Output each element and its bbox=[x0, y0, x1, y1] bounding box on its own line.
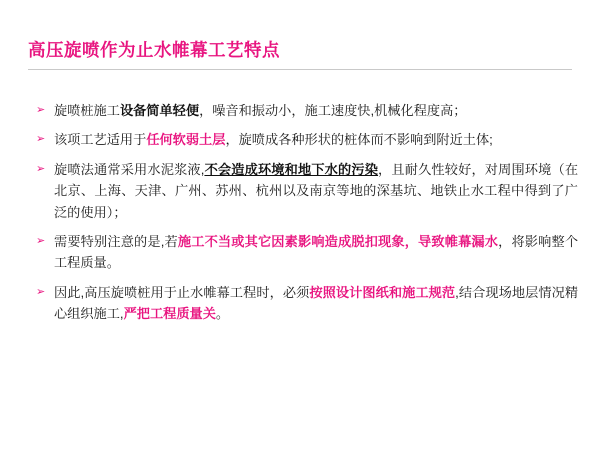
bullet-text-segment: ，噪音和振动小，施工速度快,机械化程度高； bbox=[199, 103, 467, 118]
list-item bbox=[36, 129, 578, 150]
bullet-list bbox=[36, 100, 578, 332]
page-title: 高压旋喷作为止水帷幕工艺特点 bbox=[28, 40, 280, 60]
title-divider bbox=[28, 69, 572, 70]
bullet-marker-icon: ➢ bbox=[36, 234, 46, 247]
bullet-text-emphasis: 任何软弱土层 bbox=[146, 132, 226, 148]
bullet-text-segment: ，将影响整个工程质量。 bbox=[54, 233, 579, 271]
bullet-text-segment: 旋喷法通常采用水泥浆液, bbox=[54, 161, 205, 177]
slide-title-block bbox=[28, 40, 572, 70]
bullet-text-emphasis: 施工不当或其它因素影响造成脱扣现象，导致帷幕漏水 bbox=[177, 233, 499, 249]
list-item bbox=[36, 282, 578, 325]
bullet-marker-icon: ➢ bbox=[36, 104, 46, 116]
bullet-text-segment: ，且耐久性较好，对周围环境（在北京、上海、天津、广州、苏州、杭州以及南京等地的深基坑、地铁止水工程中得到了广泛的使用）； bbox=[54, 161, 579, 220]
bullet-text-segment: ,结合现场地层情况精心组织施工, bbox=[54, 284, 579, 321]
bullet-text-segment: 。 bbox=[215, 306, 230, 321]
bullet-text-emphasis: 设备简单轻便 bbox=[119, 103, 200, 118]
bullet-text-emphasis: 按照设计图纸和施工规范 bbox=[309, 284, 456, 300]
bullet-text-segment: 该项工艺适用于 bbox=[54, 132, 147, 148]
bullet-text-emphasis: 不会造成环境和地下水的污染 bbox=[204, 161, 379, 177]
bullet-text-segment: 需要特别注意的是,若 bbox=[54, 233, 178, 249]
list-item bbox=[36, 231, 578, 274]
bullet-text-emphasis: 严把工程质量关 bbox=[123, 306, 216, 321]
bullet-marker-icon: ➢ bbox=[36, 162, 46, 175]
bullet-text-segment: 旋喷桩施工 bbox=[54, 103, 120, 118]
bullet-text-segment: 因此,高压旋喷桩用于止水帷幕工程时，必须 bbox=[54, 284, 310, 300]
bullet-marker-icon: ➢ bbox=[36, 133, 46, 146]
list-item bbox=[36, 100, 578, 121]
list-item bbox=[36, 159, 578, 223]
bullet-text-segment: ，旋喷成各种形状的桩体而不影响到附近土体; bbox=[225, 132, 493, 148]
bullet-marker-icon: ➢ bbox=[36, 285, 46, 298]
